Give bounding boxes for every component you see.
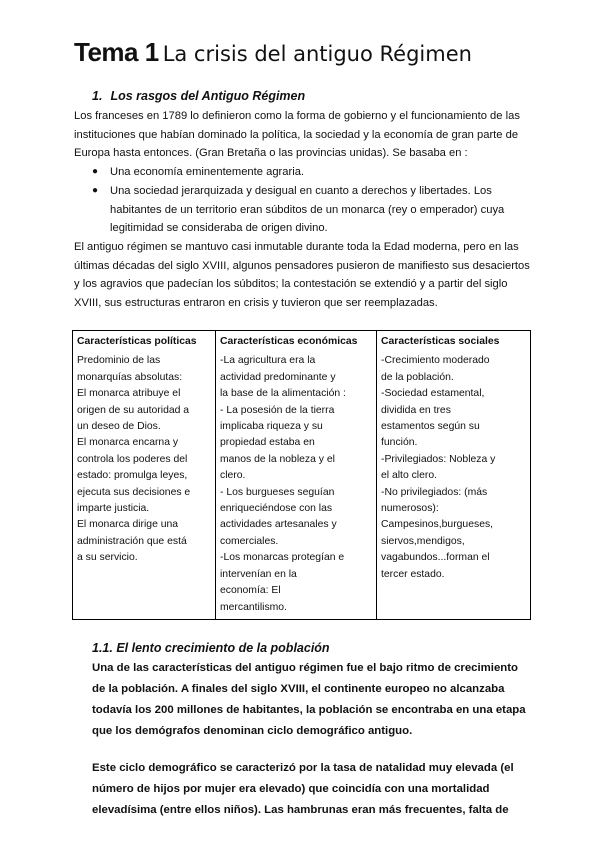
cell-line: manos de la nobleza y el: [220, 453, 335, 465]
cell-line: -Sociedad estamental,: [381, 388, 485, 400]
cell-line: origen de su autoridad a: [77, 404, 190, 416]
bullet-text: Una sociedad jerarquizada y desigual en cuanto a derechos y libertades. Los: [110, 185, 492, 197]
page-title: [74, 34, 472, 70]
section-heading-1-1: 1.1. El lento crecimiento de la población: [92, 641, 330, 655]
cell-line: -No privilegiados: (más: [381, 486, 488, 498]
cell-line: vagabundos...forman el: [381, 552, 490, 564]
text-line: últimas décadas del siglo XVIII, algunos pensadores pusieron de manifiesto sus desaciertos: [74, 259, 530, 272]
bullet-item: [92, 182, 554, 238]
text-line: todavía los 200 millones de habitantes, la población se encontraba en una etapa: [92, 704, 526, 716]
cell-line: -Crecimiento moderado: [381, 355, 490, 367]
cell-line: el alto clero.: [381, 470, 438, 482]
cell-line: economía: El: [220, 585, 281, 597]
text-line: y los agravios que padecían los súbditos; la contestación se extendió y a partir del siglo: [74, 278, 508, 291]
cell-line: actividades artesanales y: [220, 519, 337, 531]
cell-line: la base de la alimentación :: [220, 388, 346, 400]
cell-line: -Los monarcas protegían e: [220, 552, 345, 564]
cell-line: siervos,mendigos,: [381, 535, 465, 547]
cell-line: El monarca encarna y: [77, 437, 179, 449]
cell-line: comerciales.: [220, 535, 279, 547]
bullet-text: habitantes de un territorio eran súbditos de un monarca (rey o emperador) cuya: [110, 203, 505, 216]
cell-line: controla los poderes del: [77, 453, 188, 465]
section-heading-1: [92, 89, 305, 103]
cell-line: administración que está: [77, 535, 187, 547]
cell-line: ejecuta sus decisiones e: [77, 486, 191, 498]
cell-line: a su servicio.: [77, 552, 138, 564]
cell-line: intervenían en la: [220, 568, 297, 580]
bullet-text: Una economía eminentemente agraria.: [110, 166, 305, 178]
bullet-icon: ●: [92, 185, 99, 196]
text-line: instituciones que habían dominado la política, la sociedad y la economía de gran parte de: [74, 128, 519, 141]
text-line: Europa hasta entonces. (Gran Bretaña o las provincias unidas). Se basaba en :: [74, 147, 468, 160]
text-line: Los franceses en 1789 lo definieron como la forma de gobierno y el funcionamiento de las: [74, 110, 520, 122]
cell-line: estado: promulga leyes,: [77, 470, 188, 482]
characteristics-table: [72, 330, 531, 620]
cell-line: de la población.: [381, 371, 454, 383]
bullet-item: [92, 163, 554, 182]
title-text: La crisis del antiguo Régimen: [162, 42, 472, 66]
table-cell-social: [377, 350, 531, 619]
cell-line: dividida en tres: [381, 404, 451, 416]
cell-line: El monarca atribuye el: [77, 388, 181, 400]
cell-line: estamentos según su: [381, 421, 480, 433]
text-line: Este ciclo demográfico se caracterizó por la tasa de natalidad muy elevada (el: [92, 762, 514, 774]
cell-line: actividad predominante y: [220, 371, 336, 383]
table-row: [73, 350, 531, 619]
bullet-text: legitimidad se consideraba de origen divino.: [110, 222, 328, 235]
table-cell-economic: [216, 350, 377, 619]
cell-line: propiedad estaba en: [220, 437, 315, 449]
cell-line: implicaba riqueza y su: [220, 421, 323, 433]
cell-line: -Privilegiados: Nobleza y: [381, 453, 496, 465]
section-title: Los rasgos del Antiguo Régimen: [110, 89, 306, 103]
text-line: de la población. A finales del siglo XVIII, el continente europeo no alcanzaba: [92, 683, 505, 695]
cell-line: numerosos):: [381, 503, 439, 515]
cell-line: Campesinos,burgueses,: [381, 519, 494, 531]
cell-line: un deseo de Dios.: [77, 421, 161, 433]
cell-line: Predominio de las: [77, 355, 161, 367]
cell-line: enriqueciéndose con las: [220, 503, 333, 515]
text-line: elevadísima (entre ellos niños). Las hambrunas eran más frecuentes, falta de: [92, 804, 509, 816]
cell-line: -La agricultura era la: [220, 355, 316, 367]
intro-paragraph: [74, 107, 554, 163]
table-cell-political: [73, 350, 216, 619]
cell-line: imparte justicia.: [77, 503, 150, 515]
cell-line: clero.: [220, 470, 246, 482]
table-header-social: Características sociales: [377, 331, 531, 351]
cell-line: función.: [381, 437, 418, 449]
table-header-row: [73, 331, 531, 351]
cell-line: monarquías absolutas:: [77, 371, 183, 383]
title-number: Tema 1: [74, 37, 159, 67]
section-number: 1.: [92, 89, 103, 103]
table-header-economic: Características económicas: [216, 331, 377, 351]
population-paragraph: [92, 658, 552, 742]
cell-line: - La posesión de la tierra: [220, 404, 335, 416]
paragraph-2: [74, 238, 554, 313]
demographic-cycle-paragraph: [92, 758, 552, 821]
cell-line: El monarca dirige una: [77, 519, 179, 531]
cell-line: tercer estado.: [381, 568, 445, 580]
text-line: que los demógrafos denominan ciclo demográfico antiguo.: [92, 725, 413, 737]
text-line: XVIII, sus estructuras entraron en crisis y tuvieron que ser reemplazadas.: [74, 297, 438, 310]
cell-line: mercantilismo.: [220, 601, 287, 613]
text-line: número de hijos por mujer era elevado) que coincidía con una mortalidad: [92, 783, 490, 795]
text-line: El antiguo régimen se mantuvo casi inmutable durante toda la Edad moderna, pero en las: [74, 241, 519, 253]
cell-line: - Los burgueses seguían: [220, 486, 335, 498]
table-header-political: Características políticas: [73, 331, 216, 351]
text-line: Una de las características del antiguo régimen fue el bajo ritmo de crecimiento: [92, 662, 519, 674]
bullet-icon: ●: [92, 166, 99, 177]
